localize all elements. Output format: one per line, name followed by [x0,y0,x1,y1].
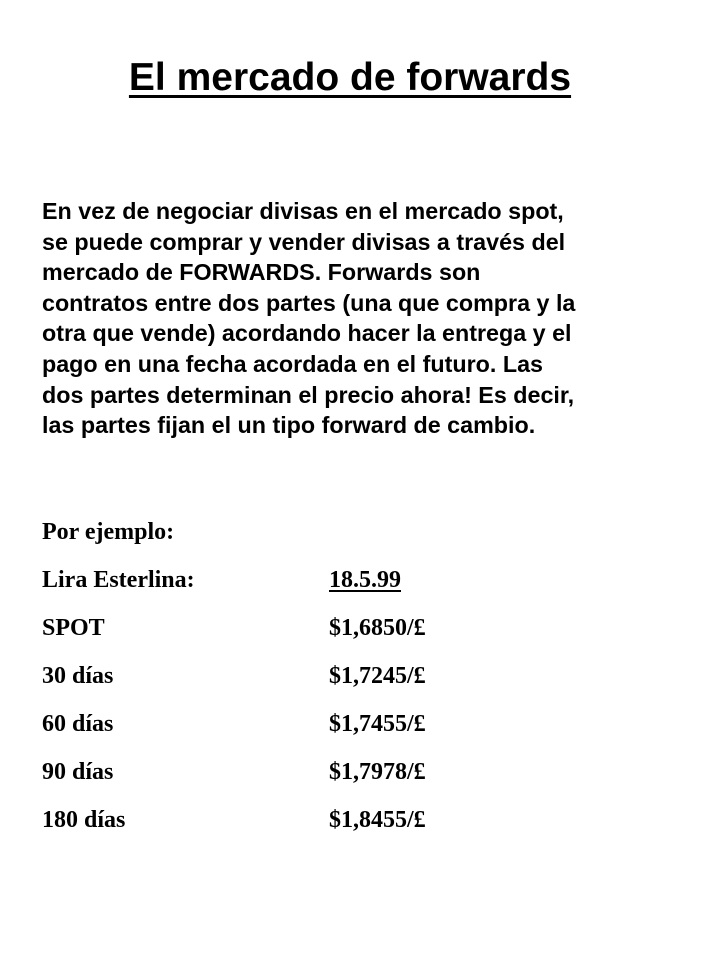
rate-date: 18.5.99 [329,567,401,593]
intro-line: otra que vende) acordando hacer la entrega y el [42,320,572,347]
rate-row [42,660,426,708]
rate-term: 90 días [42,759,114,785]
rate-value: $1,7455/£ [329,711,426,737]
example-label: Por ejemplo: [42,519,175,545]
intro-line: se puede comprar y vender divisas a través del [42,228,566,255]
intro-paragraph [42,196,702,441]
rate-row [42,708,426,756]
intro-line: las partes fijan el un tipo forward de cambio. [42,412,536,439]
rate-row [42,756,426,804]
intro-line: En vez de negociar divisas en el mercado spot, [42,198,564,224]
rate-value: $1,7978/£ [329,759,426,785]
intro-line: contratos entre dos partes (una que compra y la [42,289,576,316]
currency-label: Lira Esterlina: [42,567,195,593]
rate-row [42,804,426,852]
rates-header-row [42,564,426,612]
rate-term: 30 días [42,663,114,689]
rate-term: 180 días [42,807,126,833]
intro-line: pago en una fecha acordada en el futuro. Las [42,350,543,377]
intro-line: dos partes determinan el precio ahora! Es decir, [42,381,575,408]
rate-value: $1,7245/£ [329,663,426,689]
forward-rates-example [42,516,426,852]
rate-term: 60 días [42,711,114,737]
rate-value: $1,8455/£ [329,807,426,833]
page-title: El mercado de forwards [128,56,572,99]
rate-row [42,612,426,660]
intro-line: mercado de FORWARDS. Forwards son [42,259,481,286]
rate-value: $1,6850/£ [329,615,426,641]
rate-term: SPOT [42,615,105,641]
